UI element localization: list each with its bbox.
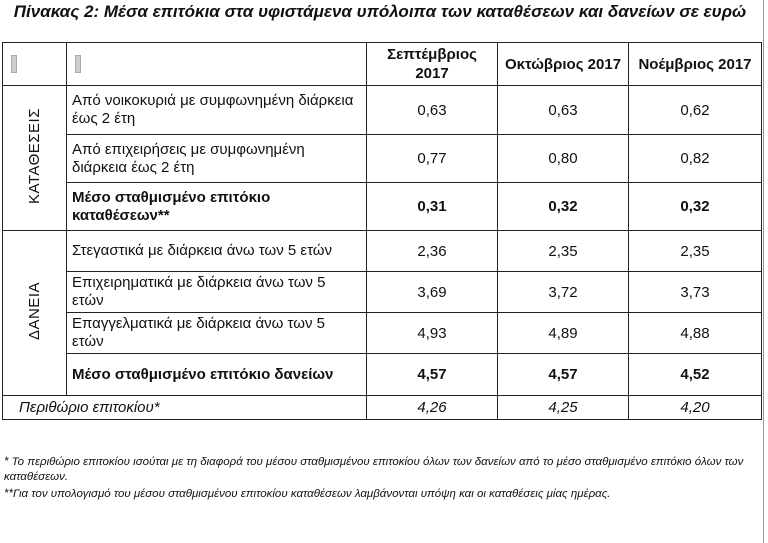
value-cell: 2,35 <box>498 231 629 272</box>
value-cell: 0,62 <box>629 86 762 135</box>
table-row <box>3 272 762 313</box>
value-cell: 0,82 <box>629 135 762 183</box>
footnote-deposits: **Για τον υπολογισμό του μέσου σταθμισμένου επιτοκίου καταθέσεων λαμβάνονται υπόψη και οι καταθέσεις μίας ημέρας. <box>4 488 611 500</box>
value-cell: 4,25 <box>498 396 629 420</box>
row-label: Επαγγελματικά με διάρκεια άνω των 5 ετών <box>67 313 367 354</box>
header-row <box>3 43 762 86</box>
value-cell: 3,73 <box>629 272 762 313</box>
value-cell: 4,26 <box>367 396 498 420</box>
table-row <box>3 354 762 396</box>
value-cell: 0,31 <box>367 183 498 231</box>
column-grip[interactable] <box>75 55 81 73</box>
value-cell: 2,36 <box>367 231 498 272</box>
value-cell: 4,57 <box>367 354 498 396</box>
value-cell: 0,80 <box>498 135 629 183</box>
value-cell: 3,69 <box>367 272 498 313</box>
value-cell: 4,88 <box>629 313 762 354</box>
value-cell: 4,20 <box>629 396 762 420</box>
margin-label: Περιθώριο επιτοκίου* <box>3 396 367 420</box>
header-september: Σεπτέμβριος 2017 <box>367 43 498 86</box>
table-row <box>3 86 762 135</box>
header-blank-cell <box>3 43 67 86</box>
table-row <box>3 135 762 183</box>
margin-row <box>3 396 762 420</box>
value-cell: 4,93 <box>367 313 498 354</box>
value-cell: 2,35 <box>629 231 762 272</box>
row-label: Στεγαστικά με διάρκεια άνω των 5 ετών <box>67 231 367 272</box>
value-cell: 0,63 <box>498 86 629 135</box>
header-october: Οκτώβριος 2017 <box>498 43 629 86</box>
table-title: Πίνακας 2: Μέσα επιτόκια στα υφιστάμενα υπόλοιπα των καταθέσεων και δανείων σε ευρώ <box>13 2 747 21</box>
deposits-group-label: ΚΑΤΑΘΕΣΕΙΣ <box>3 86 67 231</box>
table-row <box>3 313 762 354</box>
row-label: Μέσο σταθμισμένο επιτόκιο δανείων <box>67 354 367 396</box>
value-cell: 0,63 <box>367 86 498 135</box>
page-edge-divider <box>763 0 764 543</box>
value-cell: 0,32 <box>498 183 629 231</box>
footnote-margin: * Το περιθώριο επιτοκίου ισούται με τη διαφορά του μέσου σταθμισμένου επιτοκίου όλων των δανείων από το μέσο σταθμισμένο επιτόκιο όλων των καταθέσεων. <box>4 456 744 483</box>
row-label: Από νοικοκυριά με συμφωνημένη διάρκεια έως 2 έτη <box>67 86 367 135</box>
header-november: Νοέμβριος 2017 <box>629 43 762 86</box>
table-row <box>3 231 762 272</box>
row-label: Από επιχειρήσεις με συμφωνημένη διάρκεια έως 2 έτη <box>67 135 367 183</box>
loans-group-label: ΔΑΝΕΙΑ <box>3 231 67 396</box>
column-grip[interactable] <box>11 55 17 73</box>
value-cell: 3,72 <box>498 272 629 313</box>
footnotes <box>4 455 744 502</box>
row-label: Επιχειρηματικά με διάρκεια άνω των 5 ετών <box>67 272 367 313</box>
value-cell: 4,52 <box>629 354 762 396</box>
value-cell: 0,32 <box>629 183 762 231</box>
value-cell: 0,77 <box>367 135 498 183</box>
header-blank-cell <box>67 43 367 86</box>
value-cell: 4,89 <box>498 313 629 354</box>
interest-rates-table <box>2 42 762 420</box>
table-row <box>3 183 762 231</box>
value-cell: 4,57 <box>498 354 629 396</box>
row-label: Μέσο σταθμισμένο επιτόκιο καταθέσεων** <box>67 183 367 231</box>
